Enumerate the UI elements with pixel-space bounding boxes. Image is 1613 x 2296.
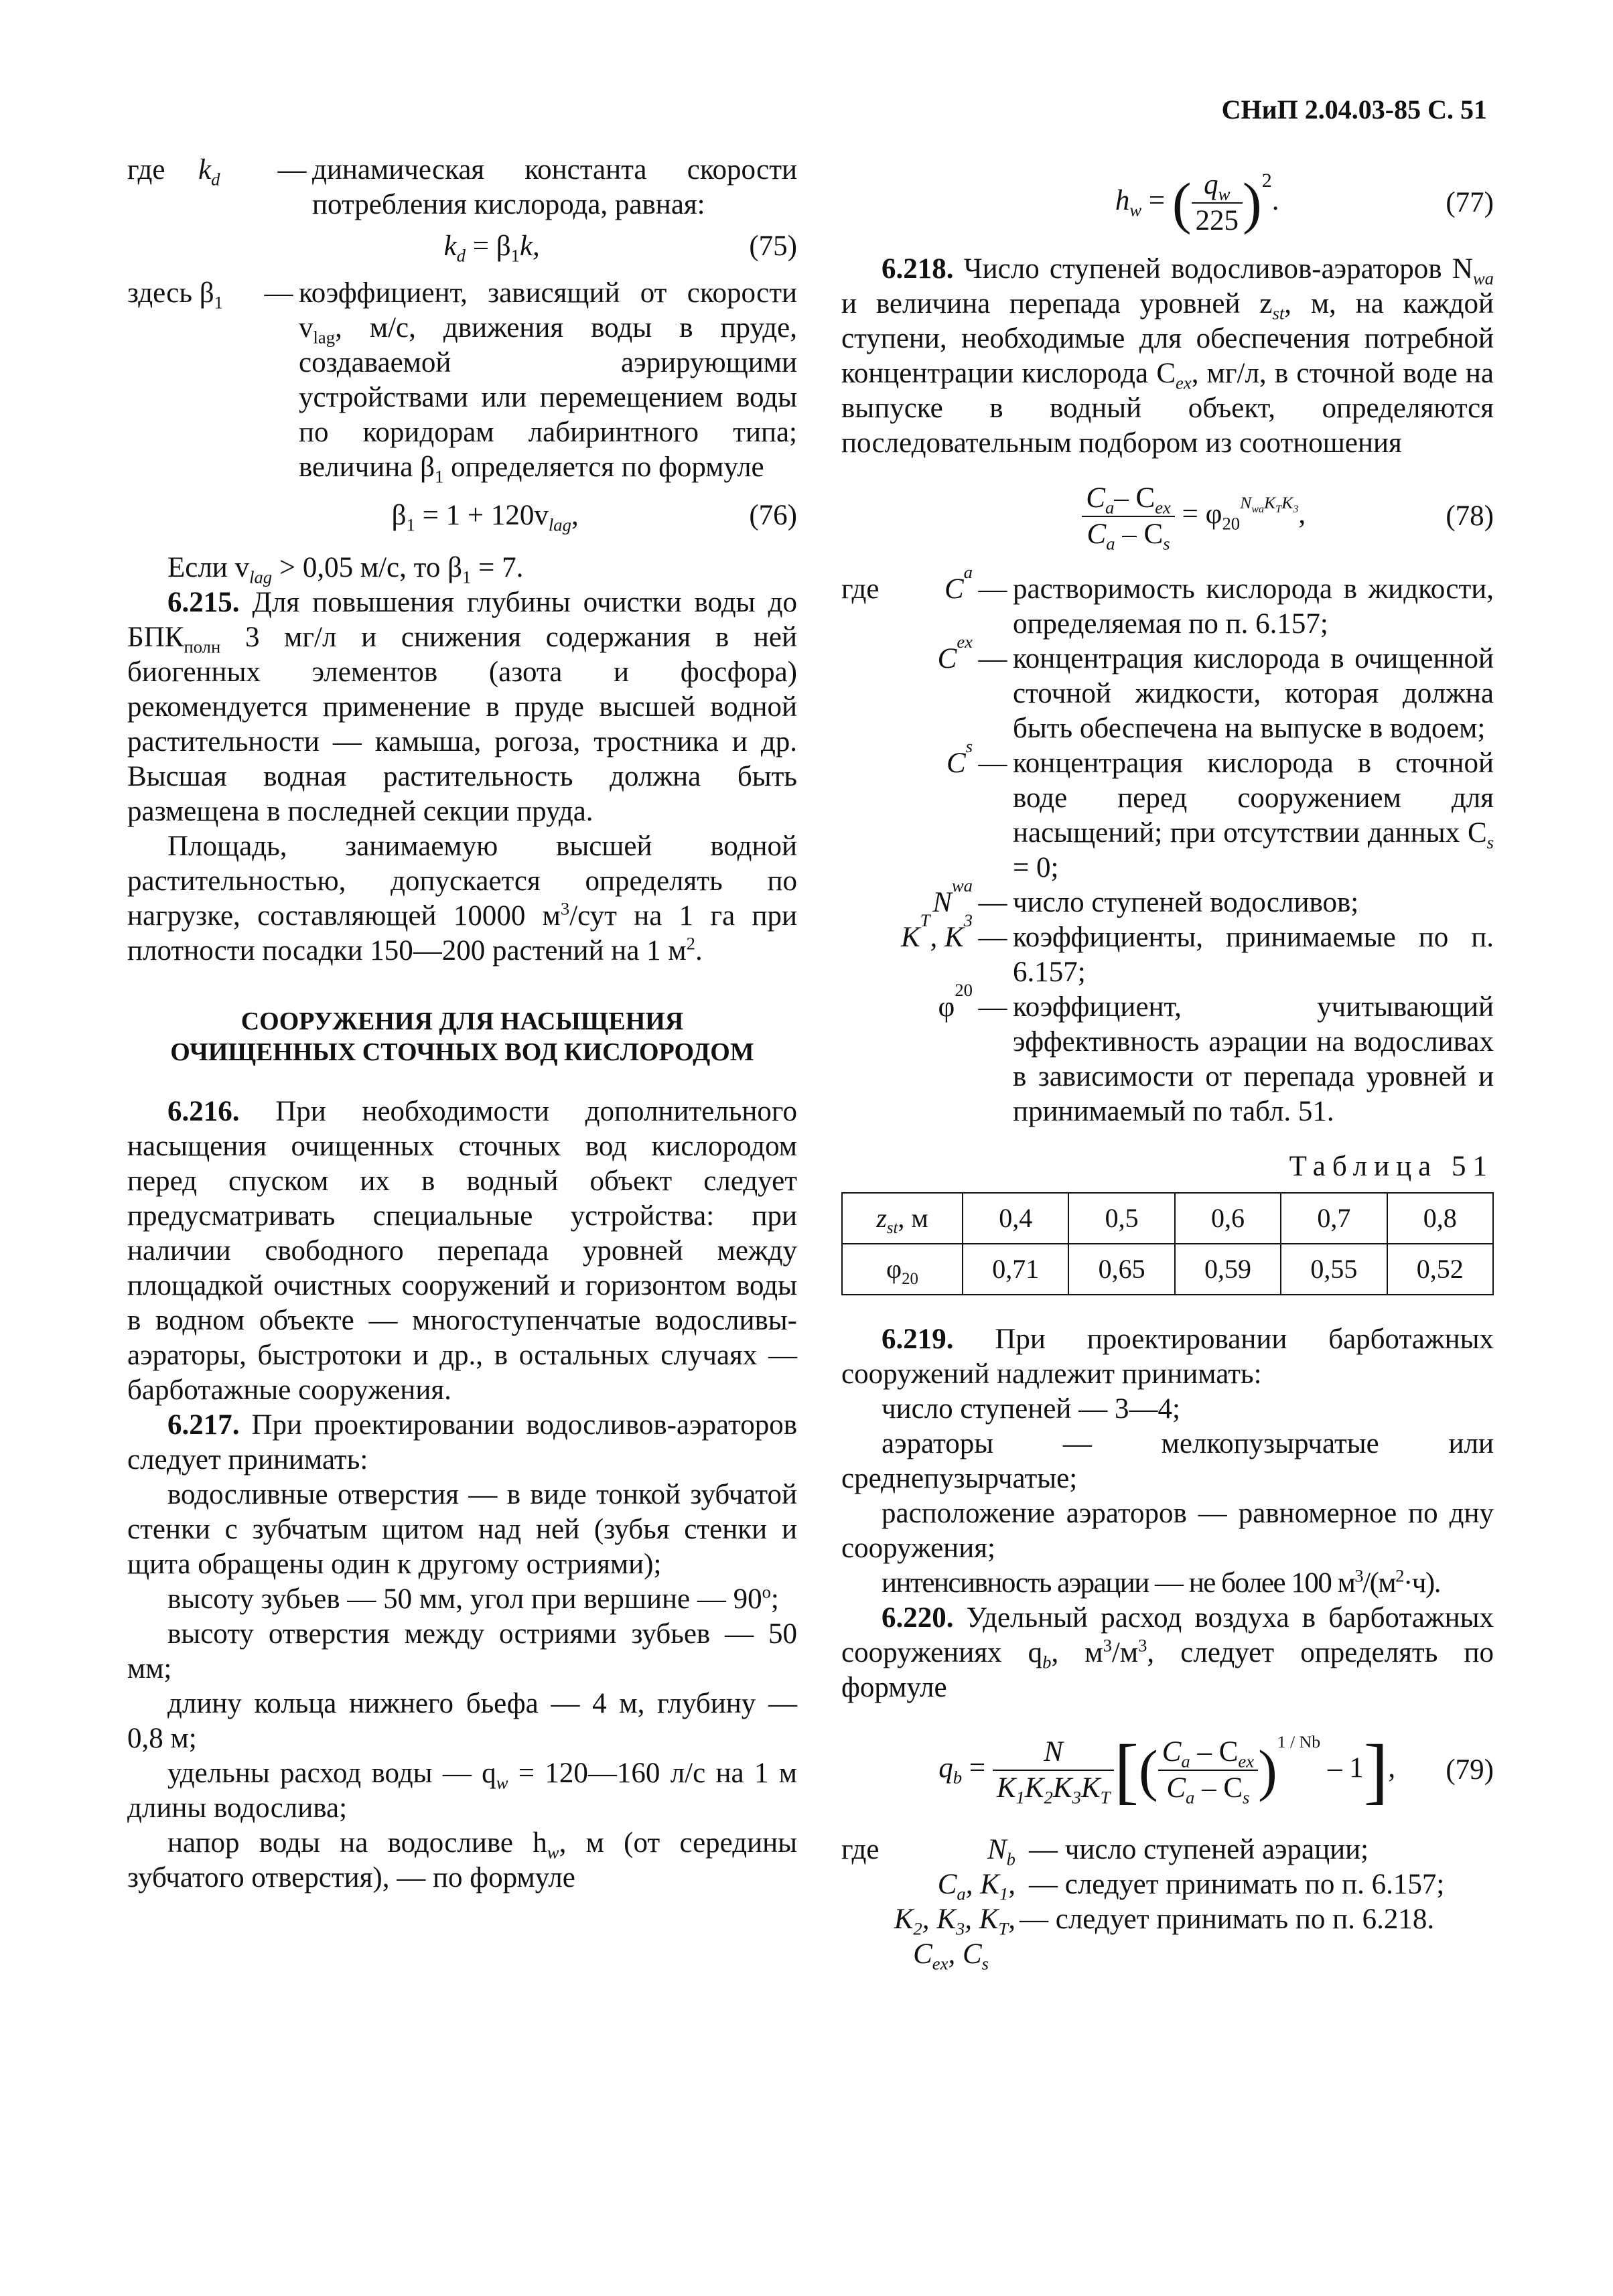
paragraph-6-217: 6.217. При проектировании водосливов-аэраторов следует принимать: [127,1409,797,1476]
table-cell: 0,59 [1175,1244,1281,1295]
definitions-78 [841,562,1494,1129]
paragraph-6-215: 6.215. Для повышения глубины очистки воды до $БПК_{полн}$ 3 мг/л и снижения содержания в ней биогенных элементов (азота и фосфора) рекомендуется применение в пруде высшей водной растительности — камыша, рогоза, тростника и др. Высшая водная растительность должна быть размещена в последней секции пруда. [127,587,797,827]
table-cell: 0,5 [1068,1193,1174,1244]
list-item: интенсивность аэрации — не более 100 $м^3/(м^2\cdot ч)$. [882,1565,1440,1599]
paragraph-6-220: 6.220. Удельный расход воздуха в барботажных сооружениях $q_b$, $м^3/м^3$, следует определять по формуле [841,1602,1494,1703]
list-item: водосливные отверстия — в виде тонкой зубчатой стенки с зубчатым щитом над ней (зубья стенки и щита обращены один к другому остриями); [127,1479,797,1580]
paragraph-6-216: 6.216. При необходимости дополнительного насыщения очищенных сточных вод кислородом перед спуском их в водный объект следует предусматривать специальные устройства: при наличии свободного перепада уровней между площадкой очистных сооружений и горизонтом воды в водном объекте — многоступенчатые водосливы-аэраторы, быстротоки и др., в остальных случаях — барботажные сооружения. [127,1096,797,1406]
definition-cs: C s — концентрация кислорода в сточной воде перед сооружением для насыщений; при отсутствии данных $C_s = 0$; [946,736,1494,883]
beta-description: коэффициент, зависящий от скорости $v_{lag}$, м/с, движения воды в пруде, создаваемой аэрирующими устройствами или перемещением воды по коридорам лабиринтного типа; величина $\beta_1$ определяется по формуле [299,277,797,487]
table-51 [841,1192,1494,1295]
section-heading: СООРУЖЕНИЯ ДЛЯ НАСЫЩЕНИЯ ОЧИЩЕННЫХ СТОЧНЫХ ВОД КИСЛОРОДОМ [170,1007,754,1066]
right-column [841,153,1494,1972]
table-cell: $z_{st}$, м [842,1193,963,1244]
paragraph-area: Площадь, занимаемую высшей водной растительностью, допускается определять по нагрузке, составляющей 10000 $м^3$/сут на 1 га при плотности посадки 150—200 растений на 1 $м^2$. [127,831,797,966]
condition-line: Если $v_{lag} > 0,05$ м/с, то $\beta_1 = 7$. [167,552,524,587]
equation-number: (75) [749,230,797,262]
table-row [842,1193,1493,1244]
equation-number: (77) [1446,187,1494,218]
list-item: число ступеней — 3—4; [882,1393,1180,1425]
paragraph-6-218: 6.218. Число ступеней водосливов-аэраторов $N_{wa}$ и величина перепада уровней $z_{st}$, м, на каждой ступени, необходимые для обеспечения потребной концентрации кислорода $C_{ex}$, мг/л, в сточной воде на выпуске в водный объект, определяются последовательным подбором из соотношения [841,253,1494,459]
equation-79: $q_b$ = $\frac{N}{K_1K_2K_3K_T}$ [( $\frac{C_a - C_{ex}}{C_a - C_s}$ )$^{1 / Nb}$ – 1], (79) [938,1729,1494,1811]
definition-nb: где $N_b$ — число ступеней аэрации; [841,1834,1369,1869]
table-cell: $\varphi_{20}$ [842,1244,963,1295]
definitions-79 [841,1833,1494,1972]
page-header: СНиП 2.04.03-85 С. 51 [1221,94,1487,125]
equation-77: $h_w$ = ( $\frac{q_w}{225}$ )$^2$. (77) [1115,168,1494,236]
definition-kt-k3: K T , K 3 — коэффициенты, принимаемые по п. 6.157; [900,910,1494,988]
definition-cex: C ex — концентрация кислорода в очищенной сточной жидкости, которая должна быть обеспечена на выпуске в водоем; [937,632,1494,744]
beta-label: здесь $\beta_1$ [127,277,223,313]
list-item: расположение аэраторов — равномерное по дну сооружения; [841,1498,1494,1564]
equation-number: (76) [749,500,797,531]
definition-beta: здесь $\beta_1$ — коэффициент, зависящий от скорости $v_{lag}$, м/с, движения воды в пруде, создаваемой аэрирующими устройствами или перемещением воды по коридорам лабиринтного типа; величина $\beta_1$ определяется по формуле [127,277,797,487]
list-item: высоту отверстия между остриями зубьев — 50 мм; [127,1618,797,1684]
table-cell: 0,65 [1068,1244,1174,1295]
equation-number: (79) [1446,1754,1494,1786]
equation-76: $\beta_1 = 1 + 120v_{lag}$, (76) [391,500,797,535]
table-cell: 0,7 [1281,1193,1387,1244]
table-row [842,1244,1493,1295]
table-cell: 0,55 [1281,1244,1387,1295]
list-item: напор воды на водосливе $h_w$, м (от середины зубчатого отверстия), — по формуле [127,1827,797,1893]
definition-cex-cs: $C_{ex}$, $C_s$ [913,1938,989,1974]
definition-nwa: N wa — число ступеней водосливов; [932,875,1359,918]
kd-symbol: $k_d$ [198,154,220,190]
definition-ca: где C a — растворимость кислорода в жидкости, определяемая по п. 6.157; [841,562,1494,640]
list-item: длину кольца нижнего бьефа — 4 м, глубину — 0,8 м; [127,1688,797,1754]
table-cell: 0,52 [1387,1244,1493,1295]
kd-description: динамическая константа скорости потребления кислорода, равная: [312,154,797,220]
paragraph-6-219: 6.219. При проектировании барботажных сооружений надлежит принимать: [841,1323,1494,1390]
equation-number: (78) [1446,500,1494,532]
table-cell: 0,8 [1387,1193,1493,1244]
definition-phi20: φ 20 — коэффициент, учитывающий эффективность аэрации на водосливах в зависимости от перепада уровней и принимаемый по табл. 51. [938,980,1494,1127]
definition-ca-k1: $C_a$, $K_1$, — следует принимать по п. 6.157; [937,1869,1445,1904]
definition-kd: где $k_d$ — динамическая константа скорости потребления кислорода, равная: [127,153,797,222]
where-label: где [127,154,165,186]
left-column [127,153,797,1895]
table-caption: Таблица 51 [1289,1151,1494,1182]
equation-78: $\frac{C_a- C_{ex}}{C_a - C_s}$ = $\varphi_{20}^{N_{wa}K_TK_3}$, (78) [841,481,1494,552]
table-cell: 0,71 [963,1244,1068,1295]
equation-75: $k_d = \beta_1k$, (75) [443,230,797,266]
table-cell: 0,6 [1175,1193,1281,1244]
list-item: аэраторы — мелкопузырчатые или среднепузырчатые; [841,1428,1494,1494]
table-cell: 0,4 [963,1193,1068,1244]
definition-k2-k3-kt: $K_2$, $K_3$, $K_T$, — следует принимать по п. 6.218. [894,1904,1435,1939]
list-item: высоту зубьев — 50 мм, угол при вершине — $90^о$; [167,1581,779,1615]
list-item: удельны расход воды — $q_w$ = 120—160 л/с на 1 м длины водослива; [127,1757,797,1824]
